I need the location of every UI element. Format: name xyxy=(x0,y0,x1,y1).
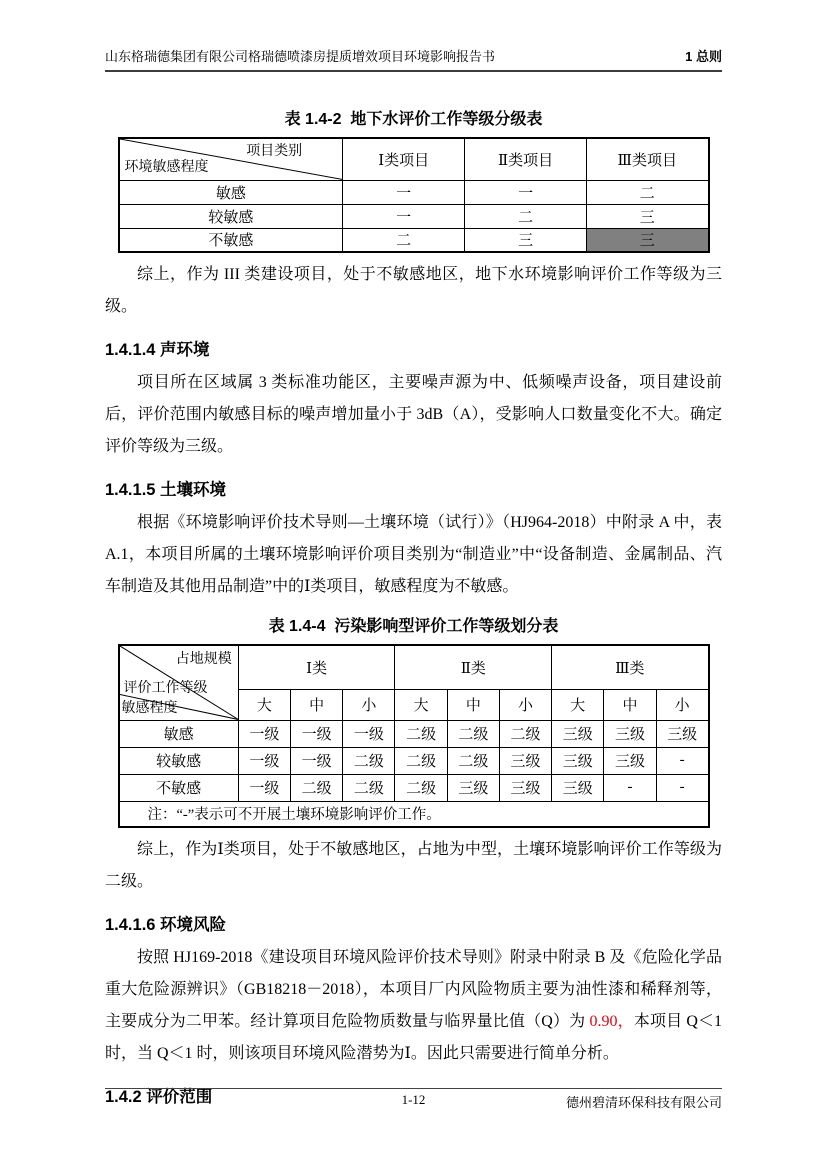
row-label: 敏感 xyxy=(119,180,343,204)
table-cell-highlighted: 三 xyxy=(587,228,709,252)
table-cell: 三级 xyxy=(604,720,656,747)
document-body xyxy=(105,72,722,1107)
soil-grade-table xyxy=(118,644,710,828)
size-header: 大 xyxy=(238,689,290,720)
size-header: 大 xyxy=(552,689,604,720)
table-cell: 二级 xyxy=(395,774,447,801)
corner-label-work-grade: 评价工作等级 xyxy=(123,681,208,696)
section-heading-scope: 1.4.2 评价范围 xyxy=(105,1088,213,1106)
table-cell: 二 xyxy=(343,228,465,252)
table-cell: - xyxy=(656,774,708,801)
table-cell: 二级 xyxy=(395,747,447,774)
paragraph-soil-conclusion: 综上，作为Ⅰ类项目，处于不敏感地区，占地为中型，土壤环境影响评价工作等级为二级。 xyxy=(105,841,722,890)
column-header: Ⅱ类项目 xyxy=(465,138,587,180)
corner-label-project-type: 项目类别 xyxy=(246,144,303,159)
corner-label-land-scale: 占地规模 xyxy=(175,652,232,667)
column-header: Ⅲ类项目 xyxy=(587,138,709,180)
row-label: 敏感 xyxy=(119,720,239,747)
table-row xyxy=(119,180,709,204)
chapter-label: 1 总则 xyxy=(685,49,722,64)
table-cell: 一 xyxy=(343,204,465,228)
size-header: 中 xyxy=(604,689,656,720)
group-header: Ⅲ类 xyxy=(552,645,709,689)
table-cell: 三级 xyxy=(656,720,708,747)
table-cell: - xyxy=(656,747,708,774)
size-header: 小 xyxy=(343,689,395,720)
row-label: 不敏感 xyxy=(119,774,239,801)
table-cell: 二级 xyxy=(343,747,395,774)
column-header: Ⅰ类项目 xyxy=(343,138,465,180)
table-cell: 二 xyxy=(465,204,587,228)
table-cell: 三 xyxy=(587,204,709,228)
table-note: 注：“-”表示可不开展土壤环境影响评价工作。 xyxy=(119,801,709,827)
table-cell: 一级 xyxy=(291,747,343,774)
page-number: 1-12 xyxy=(401,1092,426,1107)
table-row xyxy=(119,645,709,689)
table-cell: 一级 xyxy=(238,747,290,774)
size-header: 中 xyxy=(447,689,499,720)
row-label: 较敏感 xyxy=(119,747,239,774)
paragraph-soil: 根据《环境影响评价技术导则—土壤环境（试行）》（HJ964-2018）中附录 A 中，表 A.1，本项目所属的土壤环境影响评价项目类别为“制造业”中“设备制造、金属制品、汽车制造及其他用品制造”中的Ⅰ类项目，敏感程度为不敏感。 xyxy=(105,514,722,595)
group-header: Ⅰ类 xyxy=(238,645,395,689)
diagonal-header-cell xyxy=(119,645,239,720)
table-row xyxy=(119,138,709,180)
row-label: 较敏感 xyxy=(119,204,343,228)
table-cell: 二级 xyxy=(395,720,447,747)
table-cell: 二级 xyxy=(343,774,395,801)
table-cell: 一级 xyxy=(343,720,395,747)
risk-text-pre: 按照 HJ169-2018《建设项目环境风险评价技术导则》附录中附录 B 及《危险化学品重大危险源辨识》（GB18218－2018），本项目厂内风险物质主要为油性漆和稀释剂等，主要成分为二甲苯。经计算项目危险物质数量与临界量比值（Q）为 xyxy=(105,949,722,1030)
table-cell: 三级 xyxy=(604,747,656,774)
table-row xyxy=(119,228,709,252)
group-header: Ⅱ类 xyxy=(395,645,552,689)
table-cell: 二级 xyxy=(447,720,499,747)
row-label: 不敏感 xyxy=(119,228,343,252)
table-cell: 三级 xyxy=(552,774,604,801)
table-cell: 三级 xyxy=(499,747,551,774)
size-header: 大 xyxy=(395,689,447,720)
table-cell: 三级 xyxy=(499,774,551,801)
table-soil-caption: 表 1.4-4 污染影响型评价工作等级划分表 xyxy=(268,618,559,635)
paragraph-risk xyxy=(105,942,722,1070)
table-cell: 一 xyxy=(465,180,587,204)
table-cell: 一级 xyxy=(291,720,343,747)
footer-company-name: 德州碧清环保科技有限公司 xyxy=(565,1095,722,1110)
table-cell: 二 xyxy=(587,180,709,204)
page-footer xyxy=(105,1088,722,1112)
table-cell: 二级 xyxy=(499,720,551,747)
table-row xyxy=(119,720,709,747)
risk-q-value-highlight: 0.90， xyxy=(589,1013,634,1030)
section-heading-soil: 1.4.1.5 土壤环境 xyxy=(105,481,227,499)
table-cell: 一级 xyxy=(238,720,290,747)
table-cell: - xyxy=(604,774,656,801)
document-title: 山东格瑞德集团有限公司格瑞德喷漆房提质增效项目环境影响报告书 xyxy=(105,49,496,64)
table-cell: 三 xyxy=(465,228,587,252)
table-cell: 三级 xyxy=(447,774,499,801)
groundwater-grade-table xyxy=(118,137,710,253)
risk-text-post: 本项目 Q＜1 时，当 Q＜1 时，则该项目环境风险潜势为Ⅰ。因此只需要进行简单分析。 xyxy=(105,1013,722,1062)
table-cell: 二级 xyxy=(447,747,499,774)
table-cell: 一级 xyxy=(238,774,290,801)
table-row xyxy=(119,747,709,774)
size-header: 小 xyxy=(499,689,551,720)
table-row xyxy=(119,774,709,801)
corner-label-sensitivity: 敏感程度 xyxy=(121,700,178,716)
table-cell: 一 xyxy=(343,180,465,204)
table-cell: 三级 xyxy=(552,747,604,774)
table-row xyxy=(119,801,709,827)
table-cell: 二级 xyxy=(291,774,343,801)
section-heading-risk: 1.4.1.6 环境风险 xyxy=(105,916,227,934)
size-header: 小 xyxy=(656,689,708,720)
paragraph-sound: 项目所在区域属 3 类标准功能区，主要噪声源为中、低频噪声设备，项目建设前后，评价范围内敏感目标的噪声增加量小于 3dB（A），受影响人口数量变化不大。确定评价等级为三级。 xyxy=(105,374,722,455)
table-cell: 三级 xyxy=(552,720,604,747)
corner-label-sensitivity: 环境敏感程度 xyxy=(124,159,209,175)
section-heading-sound: 1.4.1.4 声环境 xyxy=(105,341,210,359)
table-row xyxy=(119,204,709,228)
table-groundwater-caption: 表 1.4-2 地下水评价工作等级分级表 xyxy=(284,111,543,128)
page-header xyxy=(105,0,722,72)
size-header: 中 xyxy=(291,689,343,720)
diagonal-header-cell xyxy=(119,138,343,180)
paragraph-groundwater-conclusion: 综上，作为 III 类建设项目，处于不敏感地区，地下水环境影响评价工作等级为三级。 xyxy=(105,266,722,315)
